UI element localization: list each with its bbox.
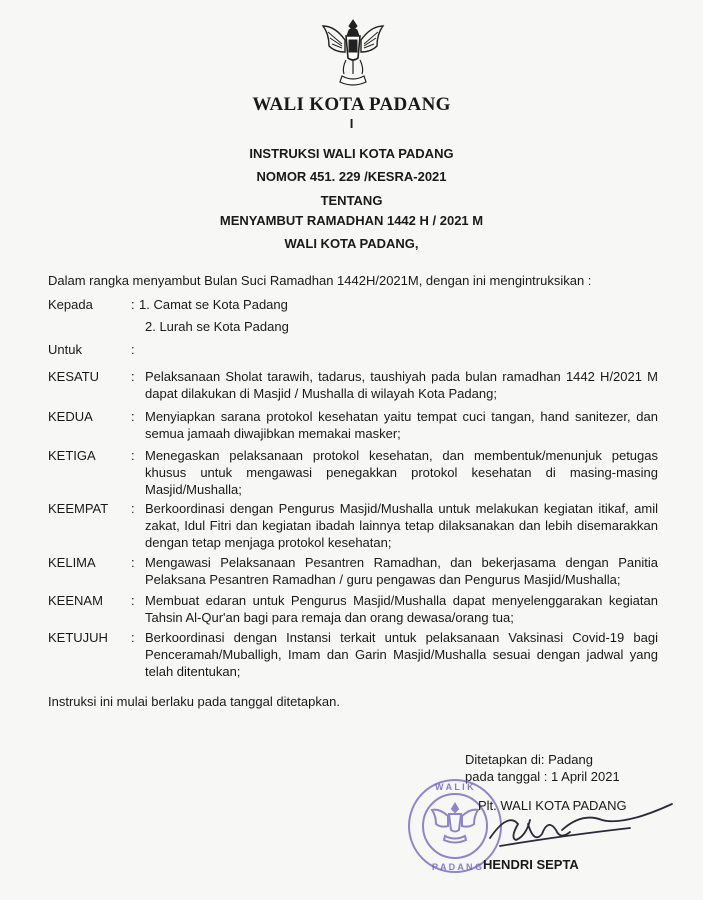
instruction-item-keempat	[48, 500, 658, 551]
instruction-number: NOMOR 451. 229 /KESRA-2021	[256, 169, 447, 184]
signature-office: Plt. WALI KOTA PADANG	[478, 798, 627, 813]
instruction-colon: :	[131, 555, 135, 570]
instruction-text: Menyiapkan sarana protokol kesehatan yaitu tempat cuci tangan, hand sanitezer, dan semua jamaah diwajibkan memakai masker;	[145, 409, 658, 441]
recipients-colon: :	[131, 297, 135, 312]
recipients-section	[48, 296, 658, 336]
instruction-text: Berkoordinasi dengan Pengurus Masjid/Mushalla untuk melakukan kegiatan itikaf, amil zakat, Idul Fitri dan kegiatan ibadah lainnya tetap dilaksanakan dan lebih disemarakkan dengan tetap menjaga protokol kesehatan;	[145, 501, 658, 550]
instruction-colon: :	[131, 501, 135, 516]
issuer-line: WALI KOTA PADANG,	[284, 236, 419, 251]
instruction-item-ketiga	[48, 447, 658, 498]
recipient-item: 1. Camat se Kota Padang	[139, 297, 288, 312]
instruction-label: KETIGA	[48, 448, 96, 463]
closing-paragraph: Instruksi ini mulai berlaku pada tanggal ditetapkan.	[48, 694, 340, 709]
instruction-item-kedua	[48, 408, 658, 442]
purpose-section	[48, 341, 658, 359]
instruction-text: Pelaksanaan Sholat tarawih, tadarus, taushiyah pada bulan ramadhan 1442 H/2021 M dapat dilakukan di Masjid / Mushalla di wilayah Kota Padang;	[145, 369, 658, 401]
instruction-colon: :	[131, 369, 135, 384]
instruction-label: KESATU	[48, 369, 100, 384]
letterhead-title: WALI KOTA PADANG	[252, 94, 451, 115]
recipient-item: 2. Lurah se Kota Padang	[145, 319, 289, 334]
instruction-colon: :	[131, 593, 135, 608]
instruction-label: KEENAM	[48, 593, 103, 608]
instruction-label: KEDUA	[48, 409, 93, 424]
instruction-colon: :	[131, 448, 135, 463]
svg-text:W A L I K: W A L I K	[435, 782, 474, 792]
signature-place: Ditetapkan di: Padang	[465, 752, 593, 767]
garuda-emblem-icon	[316, 14, 390, 90]
instruction-text: Membuat edaran untuk Pengurus Masjid/Mushalla dapat menyelenggarakan kegiatan Tahsin Al-Qur'an bagi para remaja dan orang dewasa/orang tua;	[145, 593, 658, 625]
about-label: TENTANG	[320, 193, 383, 208]
instruction-text: Berkoordinasi dengan Instansi terkait untuk pelaksanaan Vaksinasi Covid-19 bagi Penceramah/Muballigh, Imam dan Garin Masjid/Mushalla sesuai dengan jadwal yang telah ditentukan;	[145, 630, 658, 679]
instruction-subject: MENYAMBUT RAMADHAN 1442 H / 2021 M	[219, 213, 484, 228]
instruction-title: INSTRUKSI WALI KOTA PADANG	[249, 146, 454, 161]
purpose-label: Untuk	[48, 342, 82, 357]
letterhead-mark: I	[349, 116, 354, 131]
svg-text:P A D A N G: P A D A N G	[432, 862, 483, 872]
instruction-colon: :	[131, 409, 135, 424]
signature-date: pada tanggal : 1 April 2021	[465, 769, 620, 784]
instruction-label: KETUJUH	[48, 630, 108, 645]
purpose-colon: :	[131, 342, 135, 357]
intro-paragraph: Dalam rangka menyambut Bulan Suci Ramadhan 1442H/2021M, dengan ini mengintruksikan :	[48, 273, 592, 288]
instruction-text: Menegaskan pelaksanaan protokol kesehatan, dan membentuk/menunjuk petugas khusus untuk mengawasi penegakkan protokol kesehatan di masing-masing Masjid/Mushalla;	[145, 448, 658, 497]
instruction-item-keenam	[48, 592, 658, 626]
instruction-item-kesatu	[48, 368, 658, 402]
instruction-item-ketujuh	[48, 629, 658, 680]
recipients-label: Kepada	[48, 297, 93, 312]
instruction-label: KELIMA	[48, 555, 96, 570]
instruction-text: Mengawasi Pelaksanaan Pesantren Ramadhan, dan bekerjasama dengan Panitia Pelaksana Pesantren Ramadhan / guru pengawas dan Pengurus Masjid/Mushalla;	[145, 555, 658, 587]
instruction-label: KEEMPAT	[48, 501, 109, 516]
signatory-name: HENDRI SEPTA	[483, 857, 579, 872]
instruction-item-kelima	[48, 554, 658, 588]
instruction-colon: :	[131, 630, 135, 645]
